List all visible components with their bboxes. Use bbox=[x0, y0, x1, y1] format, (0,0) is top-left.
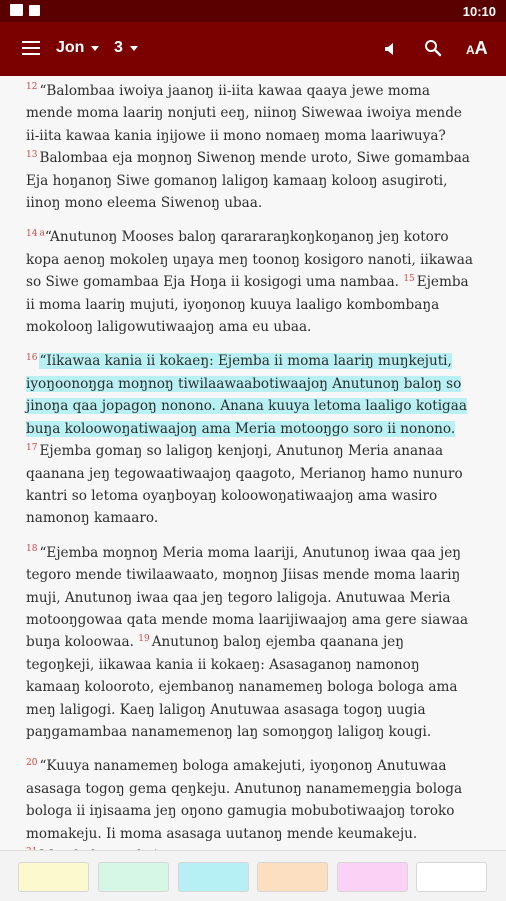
paragraph[interactable] bbox=[0, 542, 506, 744]
verse-number: 15 bbox=[403, 273, 415, 284]
book-name: Jon bbox=[56, 39, 85, 56]
verse-text: Anutunoŋ baloŋ ejemba qaanana jeŋ tegoŋkeji, iikawaa kania ii kokaeŋ: Asasaganoŋ namonoŋ kamaaŋ koloorotо, ejembanoŋ nanamemeŋ bologa bologa ama meŋ laligogi. Kaeŋ laligoŋ Anutuwaa asasaga togoŋ uugia paŋgamambaa nanamemenoŋ laŋ somoŋgoŋ laligoŋ kougi. bbox=[26, 634, 458, 740]
paragraph[interactable] bbox=[0, 226, 506, 338]
verse-number: 14 bbox=[26, 228, 38, 239]
highlight-swatch-peach[interactable] bbox=[257, 862, 328, 892]
status-bar bbox=[0, 0, 506, 22]
verse-text: “Kuuya nanamemeŋ bologa amakejuti, iyoŋonoŋ Anutuwaa asasaga togoŋ gema qeŋkeju. Anutunoŋ nanamemeŋgia bologa bologa ii iŋisaama jeŋ oŋono gamugia mobubotiwaajoŋ toroko momakeju. Ii moma asasaga uutanoŋ mende keumakeju. bbox=[26, 758, 463, 842]
verse-number: 20 bbox=[26, 757, 38, 768]
verse-text: Balombaa eja moŋnoŋ Siwenoŋ mende uroto, Siwe gomambaa Eja hoŋanoŋ Siwe gomanoŋ laligoŋ kamaaŋ kolooŋ asugiroti, iinoŋ mono eleema Siwenoŋ ubaa. bbox=[26, 150, 470, 212]
highlight-swatch-cyan[interactable] bbox=[178, 862, 249, 892]
highlight-swatch-mint[interactable] bbox=[98, 862, 169, 892]
verse-text: Ejemba ii moma laariŋ mujuti, iyoŋonoŋ kuuya laaligo kombombaŋa mokolooŋ laligowutiwaajoŋ ama eu ubaa. bbox=[26, 274, 469, 336]
verse-number: 12 bbox=[26, 82, 38, 93]
scripture-text[interactable] bbox=[0, 76, 506, 850]
verse-number: 13 bbox=[26, 149, 38, 160]
chevron-down-icon bbox=[91, 46, 99, 51]
verse-text: Ejemba gomaŋ so laligoŋ kenjoŋi, Anutunoŋ Meria ananaa qaanana jeŋ tegowaatiwaajoŋ qaagoto, Merianoŋ hamo nunuro kantri so letoma oyaŋboyaŋ koloowoŋatiwaajoŋ ama wasiro namonoŋ kamaaro. bbox=[26, 443, 463, 527]
clock: 10:10 bbox=[462, 4, 496, 19]
paragraph[interactable] bbox=[0, 350, 506, 529]
book-selector[interactable] bbox=[56, 39, 99, 57]
chapter-number: 3 bbox=[114, 39, 123, 56]
verse-text: “Anutunoŋ Mooses baloŋ qarararaŋkoŋkoŋanoŋ jeŋ kotoro kopa aenoŋ mokoleŋ uŋaya meŋ toonoŋ kosigoro nanoti, iikawaa so Siwe gomambaa Eja Hoŋa ii kosigogi uma nambaa. bbox=[26, 229, 474, 291]
app-toolbar bbox=[0, 22, 506, 76]
highlight-palette bbox=[0, 850, 506, 901]
verse-number: 18 bbox=[26, 544, 38, 555]
footnote-marker[interactable]: a bbox=[39, 228, 45, 239]
highlighted-text: “Iikawaa kania ii kokaeŋ: Ejemba ii moma laariŋ muŋkejuti, iyoŋoonoŋga moŋnoŋ tiwilaawaabotiwaajoŋ Anutunoŋ baloŋ so jinoŋa qaa jopagoŋ nonono. Anana kuuya letoma laaligo kotigaa buŋa koloowoŋatiwaajoŋ ama Meria motooŋgo soro ii nonono. bbox=[26, 353, 467, 437]
paragraph[interactable] bbox=[0, 76, 506, 214]
text-size-icon[interactable]: AA bbox=[466, 38, 488, 58]
highlight-swatch-yellow[interactable] bbox=[18, 862, 89, 892]
status-icons bbox=[10, 4, 40, 16]
audio-icon[interactable] bbox=[384, 42, 398, 56]
verse-number: 17 bbox=[26, 442, 38, 453]
search-icon[interactable] bbox=[424, 39, 442, 57]
highlight-swatch-pink[interactable] bbox=[337, 862, 408, 892]
verse-text: “Balombaa iwoiya jaanoŋ ii-iita kawaa qaaya jewe moma mende moma laariŋ nonjuti eeŋ, niinoŋ Siwewaa iwoiya mende ii-iita kawaa kania iŋijowe ii mono nomaeŋ moma laariwuya? bbox=[26, 83, 462, 144]
verse-number: 16 bbox=[26, 352, 38, 363]
chapter-selector[interactable] bbox=[114, 39, 138, 57]
screenshot-icon bbox=[10, 4, 23, 16]
notification-icon bbox=[29, 5, 40, 16]
chevron-down-icon bbox=[130, 46, 138, 51]
verse-text: “Ejemba moŋnoŋ Meria moma laariji, Anutunoŋ iwaa qaa jeŋ tegoro mende tiwilaawaato, moŋnoŋ Jiisas mende moma laariŋ muji, Anutunoŋ iwaa qaa jeŋ tegoro laligoja. Anutuwaa Meria motooŋgowaa qata mende moma laarijiwaajoŋ ama gere siawaa buŋa koloowaa. bbox=[26, 544, 469, 651]
verse-number: 19 bbox=[138, 633, 150, 644]
menu-icon[interactable] bbox=[22, 41, 40, 55]
highlight-swatch-white[interactable] bbox=[416, 862, 487, 892]
